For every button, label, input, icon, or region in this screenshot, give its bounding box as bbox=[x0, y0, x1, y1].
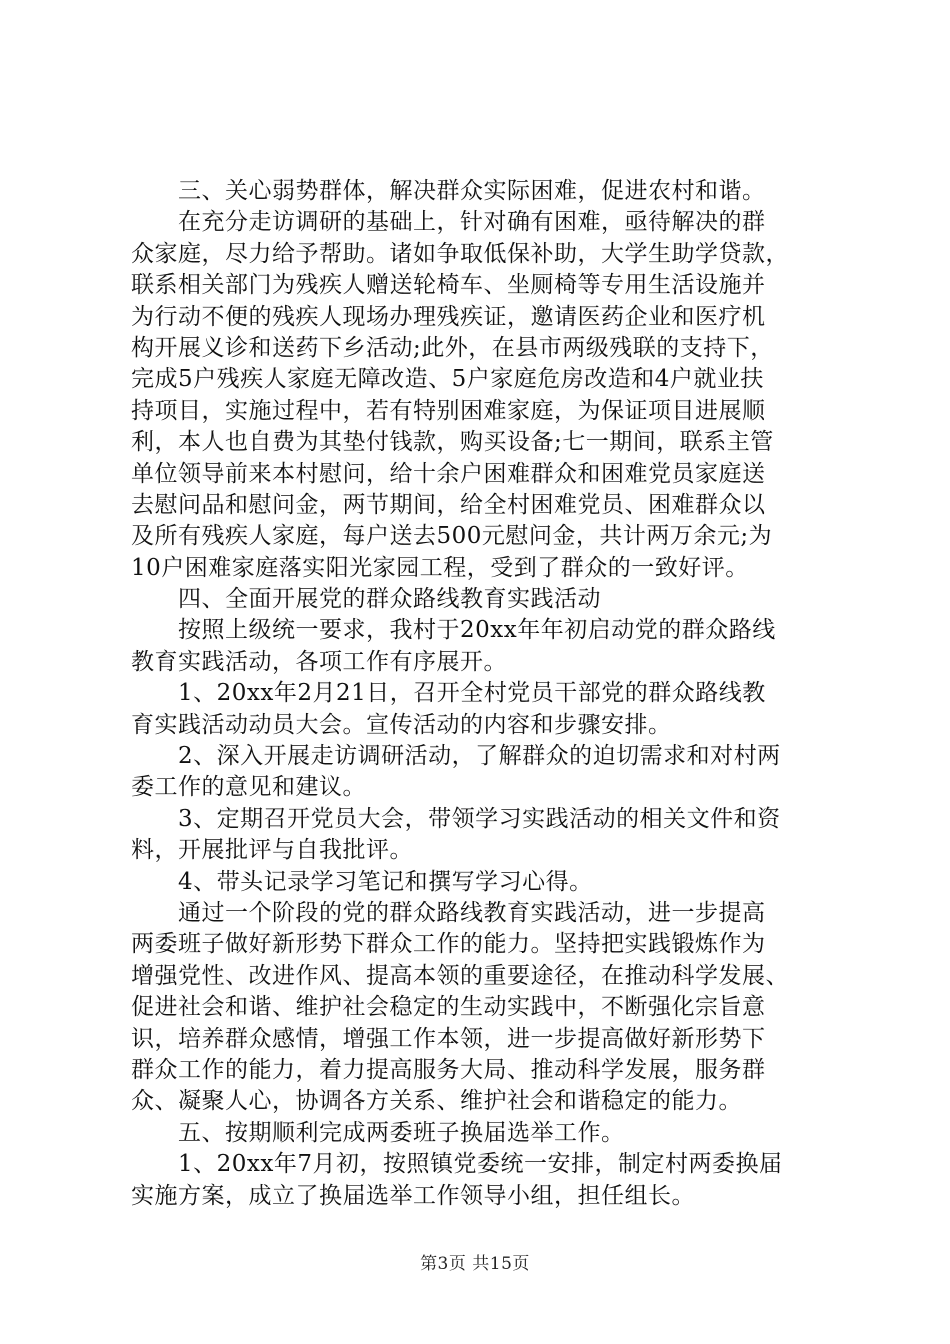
text-line: 在充分走访调研的基础上，针对确有困难，亟待解决的群 bbox=[131, 209, 766, 236]
text-line: 利，本人也自费为其垫付钱款，购买设备;七一期间，联系主管 bbox=[131, 429, 774, 456]
text-line: 众家庭，尽力给予帮助。诸如争取低保补助，大学生助学贷款， bbox=[131, 240, 789, 267]
text-line: 去慰问品和慰问金，两节期间，给全村困难党员、困难群众以 bbox=[131, 491, 766, 518]
document-body bbox=[131, 176, 831, 1212]
text-line: 促进社会和谐、维护社会稳定的生动实践中，不断强化宗旨意 bbox=[131, 994, 766, 1021]
text-line: 教育实践活动，各项工作有序展开。 bbox=[131, 648, 507, 675]
text-line: 通过一个阶段的党的群众路线教育实践活动，进一步提高 bbox=[131, 899, 766, 926]
text-line: 增强党性、改进作风、提高本领的重要途径，在推动科学发展、 bbox=[131, 962, 789, 989]
text-line: 及所有残疾人家庭，每户送去500元慰问金，共计两万余元;为 bbox=[131, 523, 773, 550]
text-line: 育实践活动动员大会。宣传活动的内容和步骤安排。 bbox=[131, 711, 672, 738]
text-line: 构开展义诊和送药下乡活动;此外，在县市两级残联的支持下， bbox=[131, 334, 774, 361]
text-line: 识，培养群众感情，增强工作本领，进一步提高做好新形势下 bbox=[131, 1025, 766, 1052]
page-number: 第3页 共15页 bbox=[420, 1254, 530, 1274]
text-line: 众、凝聚人心，协调各方关系、维护社会和谐稳定的能力。 bbox=[131, 1088, 742, 1115]
text-line: 料，开展批评与自我批评。 bbox=[131, 837, 413, 864]
list-item: 2、深入开展走访调研活动，了解群众的迫切需求和对村两 bbox=[131, 743, 781, 770]
list-item: 3、定期召开党员大会，带领学习实践活动的相关文件和资 bbox=[131, 805, 781, 832]
text-line: 完成5户残疾人家庭无障改造、5户家庭危房改造和4户就业扶 bbox=[131, 366, 764, 393]
text-line: 两委班子做好新形势下群众工作的能力。坚持把实践锻炼作为 bbox=[131, 931, 766, 958]
text-line: 委工作的意见和建议。 bbox=[131, 774, 366, 801]
list-item: 4、带头记录学习笔记和撰写学习心得。 bbox=[131, 868, 593, 895]
text-line: 10户困难家庭落实阳光家园工程，受到了群众的一致好评。 bbox=[131, 554, 749, 581]
text-line: 为行动不便的残疾人现场办理残疾证，邀请医药企业和医疗机 bbox=[131, 303, 766, 330]
text-line: 联系相关部门为残疾人赠送轮椅车、坐厕椅等专用生活设施并 bbox=[131, 272, 766, 299]
text-line: 群众工作的能力，着力提高服务大局、推动科学发展，服务群 bbox=[131, 1056, 766, 1083]
text-line: 单位领导前来本村慰问，给十余户困难群众和困难党员家庭送 bbox=[131, 460, 766, 487]
section-heading: 四、全面开展党的群众路线教育实践活动 bbox=[131, 586, 601, 613]
text-line: 实施方案，成立了换届选举工作领导小组，担任组长。 bbox=[131, 1182, 695, 1209]
text-line: 三、关心弱势群体，解决群众实际困难，促进农村和谐。 bbox=[131, 178, 766, 204]
list-item: 1、20xx年2月21日，召开全村党员干部党的群众路线教 bbox=[131, 680, 766, 707]
text-line: 持项目，实施过程中，若有特别困难家庭，为保证项目进展顺 bbox=[131, 397, 766, 424]
section-heading: 五、按期顺利完成两委班子换届选举工作。 bbox=[131, 1119, 625, 1146]
list-item: 1、20xx年7月初，按照镇党委统一安排，制定村两委换届 bbox=[131, 1151, 783, 1178]
text-line: 按照上级统一要求，我村于20xx年年初启动党的群众路线 bbox=[131, 617, 776, 644]
